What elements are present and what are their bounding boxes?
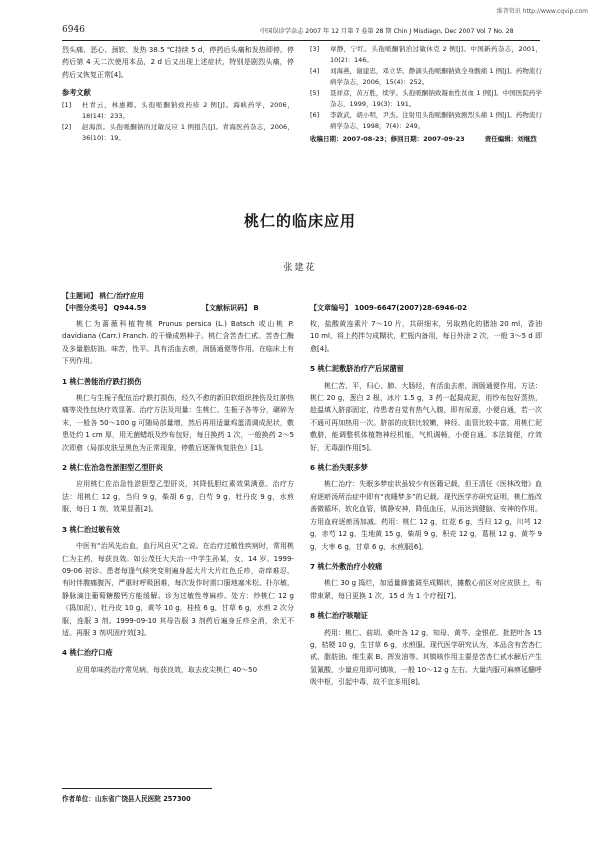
reference-number: [3] (310, 45, 320, 53)
section-body: 桃仁苦、平，归心、肺、大肠经，有活血去瘀，润肠通便作用。方法：桃仁 20 g，葱白 2 根，冰片 1.5 g，3 药一起捣成泥，用纱布包好蒸热，趁温填入脐部固定，待患者自觉有热气入腹，即有尿意，小便自通，若一次不通可再加热用一次。脐部的皮肤比较嫩，神经、血管比较丰富，用桃仁泥敷脐，能调整机体植物神经机能，气机调畅，小便自通。本法简便，疗效好，无毒副作用[5]。 (310, 381, 542, 452)
reference-text: 杜青云，林惠卿。头孢哌酮钠致药疹 2 例[J]。海峡药学，2006，18(14)：233。 (82, 100, 294, 120)
reference-text: 章静，宁红。头孢哌酮钠治过敏休克 2 例[J]。中国新药杂志，2001，10(2)：146。 (330, 45, 542, 64)
section-body: 桃仁与生栀子配伍治疗跌打损伤，经久不愈的新旧软组织挫伤及红肿热痛等炎性包块疗效显著。治疗方法及用量：生桃仁、生栀子各等分，碾碎为末，一般各 50～100 g 可随局部量增，然后再用适量鸡蛋清调成泥状，敷患处约 1 cm 厚，用无菌蜡纸及纱布包好，每日换药 1 次，一般换药 2～5 次即愈（局部皮肤呈黑色为正常现象，停敷后逐渐恢复肤色）[1]。 (62, 394, 294, 452)
prev-article-tail: 烈头痛、恶心、颈软、发热 38.5 ℃持续 5 d，停药后头痛和发热即停。停药后第 4 天二次使用本品，2 d 后又出现上述症状，特别是剧烈头痛，停药后又恢复正常[4]。 (62, 46, 294, 79)
section-heading: 3 桃仁治过敏有效 (62, 524, 120, 534)
section-heading: 4 桃仁治疗口疮 (62, 648, 113, 658)
intro-paragraph: 桃仁为蔷薇科植物桃 Prunus persica (L.) Batsch 或山桃 P. davidiana (Carr.) Franch. 的干燥成熟种子。桃仁含苦杏仁甙、苦杏仁酶及多量脂肪油。味苦，性平。具有活血去瘀，润肠通便等作用。在临床上有下列作用。 (62, 320, 294, 366)
reference-item (310, 88, 542, 110)
article-number: 【文章编号】 1009-6647(2007)28-6946-02 (310, 304, 467, 312)
reference-number: [5] (310, 89, 320, 97)
reference-item (310, 44, 542, 66)
footnote-rule (62, 788, 212, 789)
reference-item (310, 66, 542, 88)
author-affiliation-text: 作者单位：山东省广饶县人民医院 257300 (62, 795, 191, 803)
section-heading: 7 桃仁外敷治疗小较痛 (310, 561, 383, 571)
section-body: 桃仁治疗：失眠多梦症状虽较少有医籍记载，但王清任《医林改错》血府逐瘀汤所治症中即有“夜睡梦多”的记载。现代医学亦研究证明，桃仁能改善微循环，软化血管，镇静安神，降低血压，从而达到健脑、安神的作用。方用血府逐瘀汤加减。药用：桃仁 12 g，红花 6 g，当归 12 g，川芎 12 g，赤芍 12 g，生地黄 15 g，柴胡 9 g，积壳 12 g，葛根 12 g，黄芩 9 g，大枣 6 g，甘草 6 g，水煎服[6]。 (310, 480, 542, 551)
article-metadata (62, 290, 542, 314)
section-body-continued: 枚，盐酸黄连素片 7～10 片，共研细末，另取熟化的猪油 20 ml，香油 10 ml，将上药拌匀成糊状，贮瓶内备用，每日外涂 2 次，一般 3～5 d 即愈[4]。 (310, 320, 542, 353)
reference-number: [1] (62, 100, 72, 109)
section-body: 应用单味药治疗常见病，每获良效，取去皮尖桃仁 40～50 (76, 665, 258, 674)
section-body: 中医有“治风先治血，血行风自灭”之说。在治疗过敏性疾病时，常用桃仁为主药，每获良效。如公茂任大夫治一中学生孙某，女，14 岁。1999-09-06 初诊。患者每逢气候突变则遍身起大片大片红色丘疹，奇痒难忍，有时伴腹痛腹泻，严重时呼吸困难，每次发作时需口服地塞米松、扑尔敏，静脉滴注葡萄糖酸钙方能缓解。诊为过敏性荨麻疹。处方：炒桃仁 12 g（捣加泥），牡丹皮 10 g，黄芩 10 g，桂枝 6 g，甘草 6 g，水煎 2 次分服，连服 3 剂。1999-09-10 其母告服 3 剂药后遍身丘疹全消，余无不适。再服 3 剂巩固疗效[3]。 (62, 542, 294, 637)
section-body: 应用桃仁佐治急性淤胆型乙型肝炎，其降低胆红素效果满意。治疗方法：用桃仁 12 g，当归 9 g，柴胡 6 g，白芍 9 g，牡丹皮 9 g，水煎服，每日 1 剂，效果显著[2]。 (62, 480, 294, 514)
reference-item (62, 100, 294, 122)
article-left-column (62, 318, 294, 676)
reference-number: [2] (62, 122, 72, 131)
section-heading: 2 桃仁佐治急性淤胆型乙型肝炎 (62, 463, 163, 473)
section-heading: 5 桃仁泥敷脐治疗产后尿潴留 (310, 364, 404, 374)
section-heading: 1 桃仁善能治疗跌打损伤 (62, 376, 142, 386)
article-author: 张建花 (283, 263, 317, 273)
reference-text: 李敦武，胡小明，尹杰。注射用头孢哌酮钠致剧烈头痛 1 例[J]。药物流行病学杂志，1998，7(4)：249。 (330, 111, 542, 130)
reference-text: 刘海燕，谢建忠，邓立华。静滴头孢哌酮钠致全身酸痛 1 例[J]。药物流行病学杂志，2006，15(4)：252。 (330, 67, 542, 86)
journal-header: 中国误诊学杂志 2007 年 12 月第 7 卷第 28 期 Chin J Misdiagn, Dec 2007 Vol 7 No. 28 (260, 28, 514, 35)
references-list-left (62, 100, 294, 144)
reference-text: 聂祥彦，黄万胜，续学。头孢哌酮钠致凝血性贫血 1 例[J]。中国医院药学杂志，1999，19(3)：191。 (330, 89, 542, 108)
keywords: 【主题词】 桃仁/治疗应用 (62, 292, 144, 300)
watermark-text: 维普资讯 http://www.cqvip.com (496, 8, 588, 15)
received-dates: 收稿日期：2007-08-23；修回日期：2007-09-23 (310, 135, 465, 143)
section-heading: 6 桃仁治失眠多梦 (310, 463, 368, 473)
reference-number: [4] (310, 67, 320, 75)
prev-article-left-column (62, 44, 294, 144)
class-number: 【中图分类号】 Q944.59 (62, 304, 147, 312)
reference-item (310, 110, 542, 132)
header-rule (62, 40, 540, 41)
section-body: 桃仁 30 g 捣烂，加适量蜂蜜调至成糊状，摊敷心前区对应皮肤上，布带束紧，每日更换 1 次，15 d 为 1 个疗程[7]。 (310, 579, 542, 600)
article-right-column (310, 318, 542, 689)
reference-number: [6] (310, 111, 320, 119)
section-heading: 8 桃仁治疗咳喘证 (310, 611, 368, 621)
reference-item (62, 122, 294, 144)
references-list-right (310, 44, 542, 145)
reference-text: 赵海滨。头孢哌酮钠的过敏反应 1 例报告[J]。青海医药杂志，2006，36(10)：19。 (82, 122, 294, 142)
section-body: 药用：桃仁、前胡、桑叶各 12 g，知母、黄芩、金银花、批把叶各 15 g，桔梗 10 g，生甘草 6 g，水煎服。现代医学研究认为，本品含有苦杏仁甙、脂肪油、维生素 B、挥发油等。其镇咳作用主要是苦杏仁甙水解后产生氢氰酸，少量应用即可镇咳，一般 10～12 g 左右。大量内服可麻痹延髓呼吸中枢，引起中毒，故不宜多用[8]。 (310, 628, 542, 687)
document-code: 【文献标识码】 B (202, 304, 259, 312)
article-title: 桃仁的临床应用 (243, 212, 356, 230)
editor-credit: 责任编辑：刘继烈 (484, 135, 537, 143)
page-number: 6946 (62, 25, 85, 35)
author-affiliation (62, 793, 191, 803)
references-title: 参考文献 (62, 88, 91, 98)
